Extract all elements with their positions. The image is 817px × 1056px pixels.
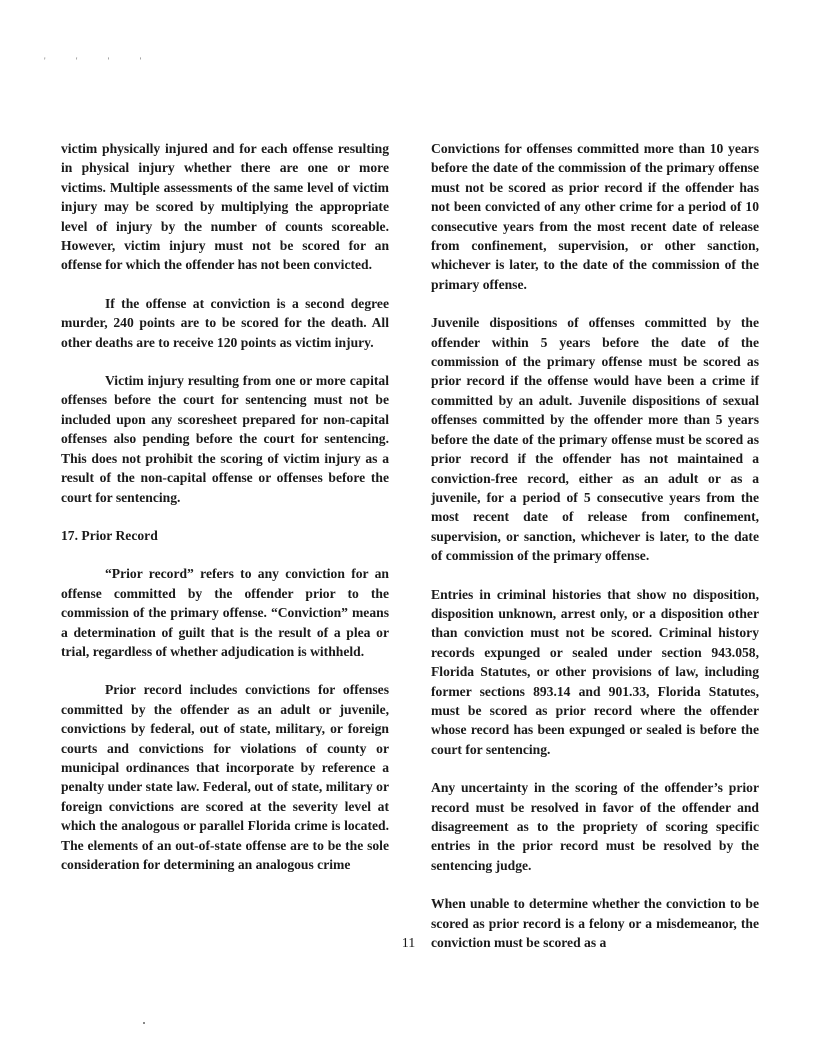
paragraph-felony-or-misdemeanor: When unable to determine whether the conviction to be scored as prior record is a felony or a misdemeanor, the conviction must be scored as a [431, 896, 759, 951]
section-heading-prior-record: 17. Prior Record [61, 527, 158, 543]
paragraph-victim-injury-continued: victim physically injured and for each offense resulting in physical injury whether there are one or more victims. Multiple assessments of the same level of victim injury may be scored by multiplying the appropriate level of injury by the number of counts scoreable. However, victim injury must not be scored for an offense for which the offender has not been convicted. [61, 141, 389, 273]
scan-artifact-marks: ' ' ' ' [44, 56, 156, 66]
scan-speck [143, 1022, 145, 1024]
paragraph-ten-year-rule: Convictions for offenses committed more than 10 years before the date of the commission of the primary offense must not be scored as prior record if the offender has not been convicted of any other crime for a period of 10 consecutive years from the most recent date of release from confinement, supervision, or other sanction, whichever is later, to the date of the commission of the primary offense. [431, 141, 759, 292]
paragraph-capital-offenses: Victim injury resulting from one or more capital offenses before the court for sentencing must not be included upon any scoresheet prepared for non-capital offenses also pending before the court for sentencing. This does not prohibit the scoring of victim injury as a result of the non-capital offense or offenses before the court for sentencing. [61, 373, 389, 505]
page-number: 11 [401, 936, 416, 951]
paragraph-prior-record-includes: Prior record includes convictions for offenses committed by the offender as an adult or juvenile, convictions by federal, out of state, military, or foreign courts and convictions for violations of county or municipal ordinances that incorporate by reference a penalty under state law. Federal, out of state, military or foreign convictions are scored at the severity level at which the analogous or parallel Florida crime is located. The elements of an out-of-state offense are to be the sole consideration for determining an analogous crime [61, 682, 389, 872]
right-column [431, 139, 759, 971]
left-column [61, 139, 389, 893]
paragraph-uncertainty: Any uncertainty in the scoring of the offender’s prior record must be resolved in favor of the offender and disagreement as to the propriety of scoring specific entries in the prior record must be resolved by the sentencing judge. [431, 780, 759, 873]
paragraph-second-degree-murder: If the offense at conviction is a second degree murder, 240 points are to be scored for the death. All other deaths are to receive 120 points as victim injury. [61, 295, 389, 350]
paragraph-juvenile-dispositions: Juvenile dispositions of offenses committed by the offender within 5 years before the date of the commission of the primary offense must be scored as prior record if the offense would have been a crime if committed by an adult. Juvenile dispositions of sexual offenses committed by the offender more than 5 years before the date of the primary offense must be scored as prior record if the offender has not maintained a conviction-free record, either as an adult or as a juvenile, for a period of 5 consecutive years from the most recent date of release from confinement, supervision, or sanction, whichever is later, to the date of commission of the primary offense. [431, 315, 759, 564]
paragraph-criminal-history-entries: Entries in criminal histories that show no disposition, disposition unknown, arrest only, or a disposition other than conviction must not be scored. Criminal history records expunged or sealed under section 943.058, Florida Statutes, or other provisions of law, including former sections 893.14 and 901.33, Florida Statutes, must be scored as prior record where the offender whose record has been expunged or sealed is before the court for sentencing. [431, 586, 759, 757]
paragraph-prior-record-definition: “Prior record” refers to any conviction for an offense committed by the offender prior to the commission of the primary offense. “Conviction” means a determination of guilt that is the result of a plea or trial, regardless of whether adjudication is withheld. [61, 566, 389, 659]
